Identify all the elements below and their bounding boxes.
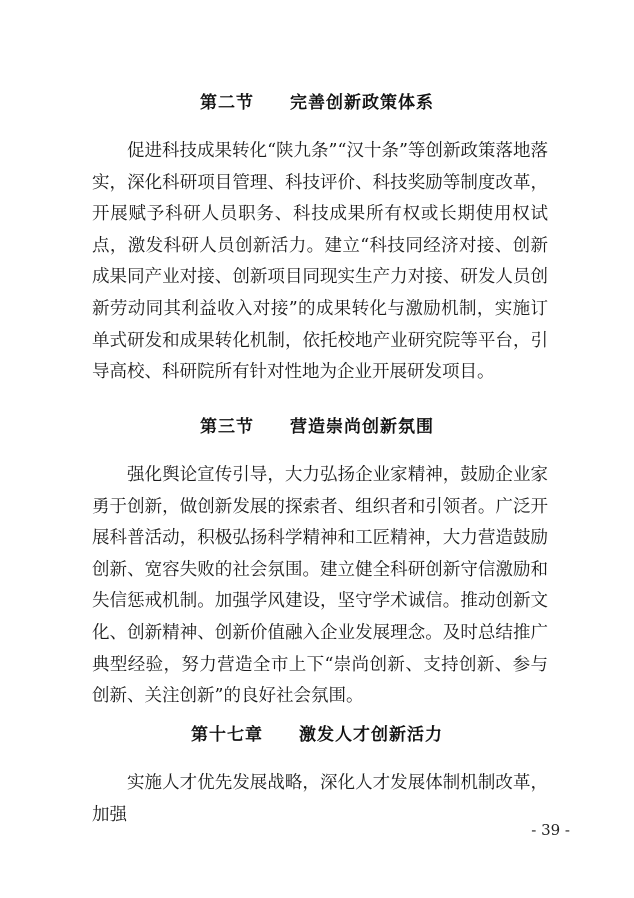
chapter-17-paragraph: 实施人才优先发展战略，深化人才发展体制机制改革，加强 xyxy=(92,773,548,825)
page-number: - 39 - xyxy=(531,821,570,839)
chapter-17-heading: 第十七章 激发人才创新活力 xyxy=(191,725,443,745)
section-3-paragraph: 强化舆论宣传引导，大力弘扬企业家精神，鼓励企业家勇于创新，做创新发展的探索者、组织者和引领者。广泛开展科普活动，积极弘扬科学精神和工匠精神，大力营造鼓励创新、宽容失败的社会氛围。建立健全科研创新守信激励和失信惩戒机制。加强学风建设，坚守学术诚信。推动创新文化、创新精神、创新价值融入企业发展理念。及时总结推广典型经验，努力营造全市上下“崇尚创新、支持创新、参与创新、关注创新”的良好社会氛围。 xyxy=(92,465,548,707)
section-3-heading: 第三节 营造崇尚创新氛围 xyxy=(200,417,434,437)
section-2-heading: 第二节 完善创新政策体系 xyxy=(200,93,434,113)
section-2-paragraph: 促进科技成果转化“陕九条”“汉十条”等创新政策落地落实，深化科研项目管理、科技评价、科技奖励等制度改革，开展赋予科研人员职务、科技成果所有权或长期使用权试点，激发科研人员创新活力。建立“科技同经济对接、创新成果同产业对接、创新项目同现实生产力对接、研发人员创新劳动同其利益收入对接”的成果转化与激励机制，实施订单式研发和成果转化机制，依托校地产业研究院等平台，引导高校、科研院所有针对性地为企业开展研发项目。 xyxy=(92,141,548,383)
